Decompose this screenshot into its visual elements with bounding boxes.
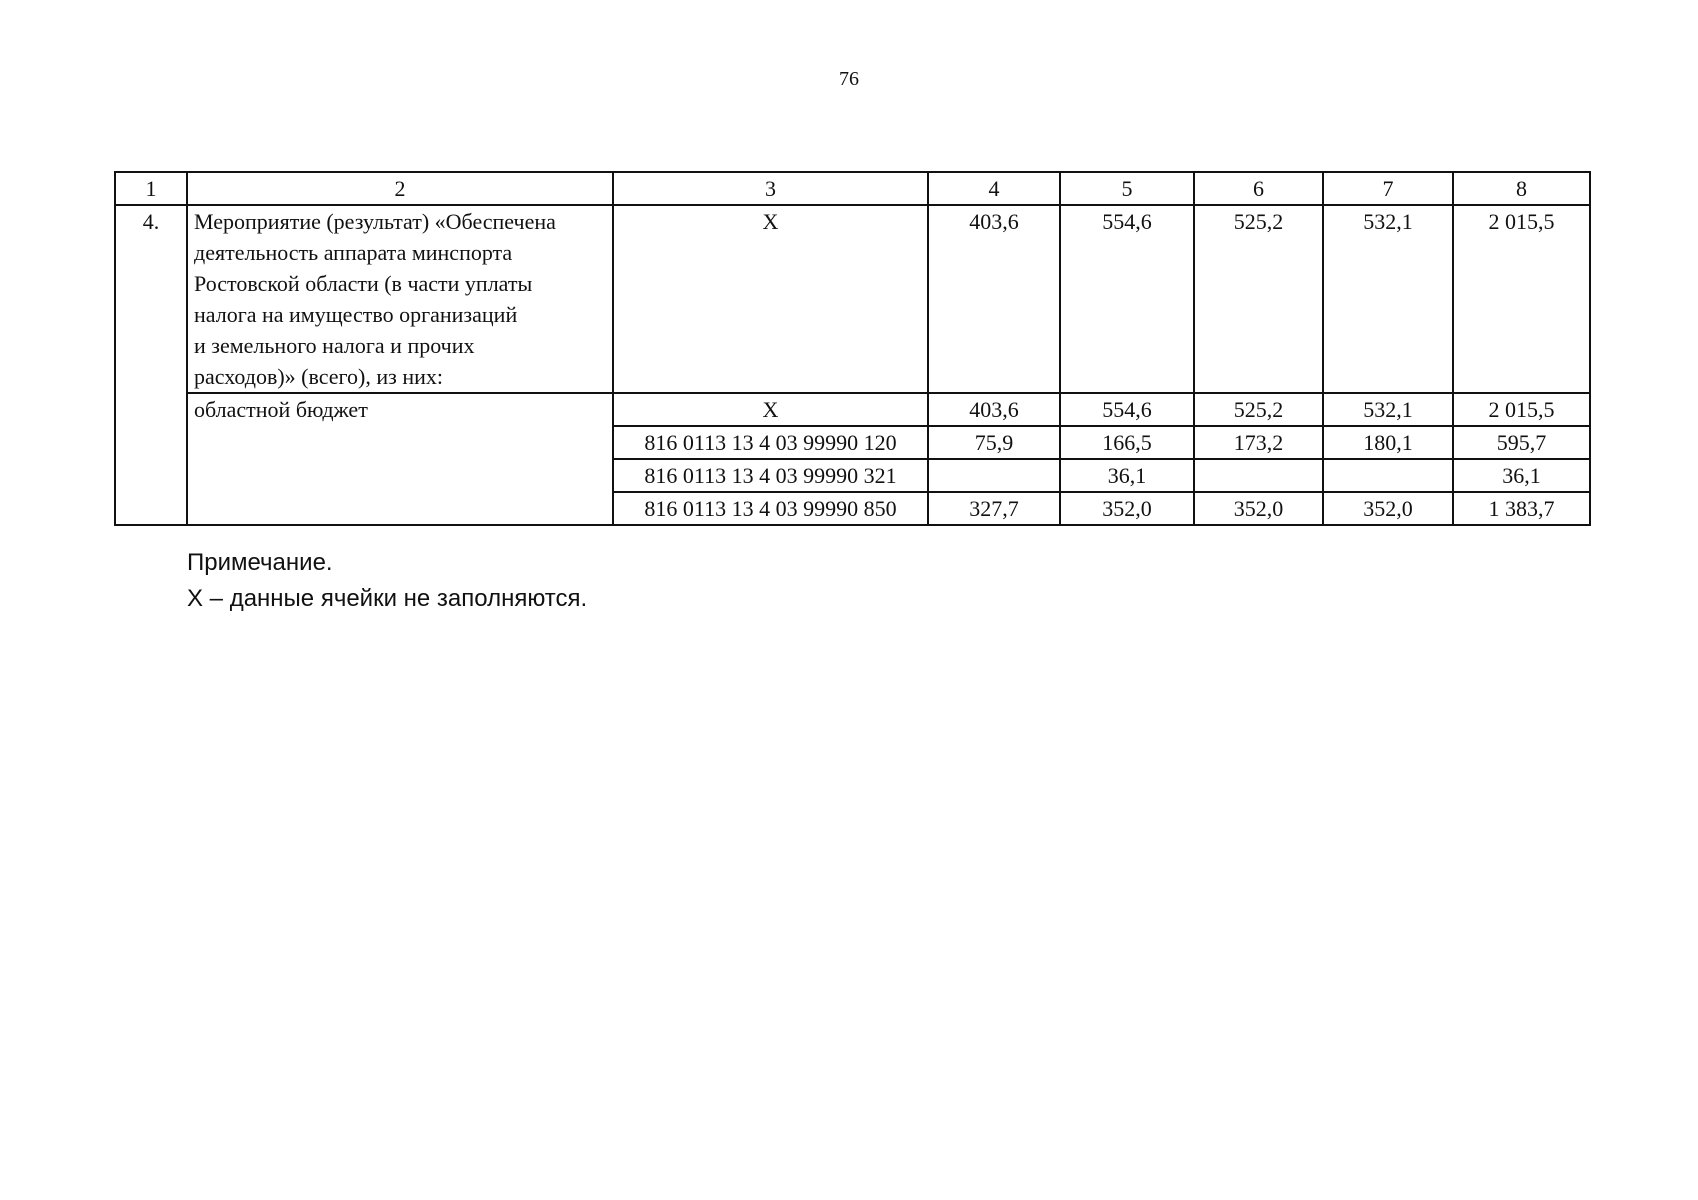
description-line: деятельность аппарата минспорта: [194, 240, 513, 265]
header-cell-5: 5: [1060, 172, 1194, 205]
header-cell-6: 6: [1194, 172, 1323, 205]
code-cell: 816 0113 13 4 03 99990 321: [613, 459, 928, 492]
value-cell-5: 166,5: [1060, 426, 1194, 459]
description-line: Ростовской области (в части уплаты: [194, 271, 533, 296]
value-cell-7: 532,1: [1323, 393, 1453, 426]
value-cell-5: 36,1: [1060, 459, 1194, 492]
header-cell-8: 8: [1453, 172, 1590, 205]
measure-description-cell: [187, 205, 613, 393]
value-cell-4: 327,7: [928, 492, 1060, 525]
budget-table: [114, 171, 1591, 526]
value-cell-6: 173,2: [1194, 426, 1323, 459]
header-cell-4: 4: [928, 172, 1060, 205]
note-block: [187, 545, 587, 617]
value-cell-4: 403,6: [928, 393, 1060, 426]
value-cell-6: 525,2: [1194, 393, 1323, 426]
value-cell-6: 525,2: [1194, 205, 1323, 393]
value-cell-6: [1194, 459, 1323, 492]
header-cell-3: 3: [613, 172, 928, 205]
value-cell-4: 75,9: [928, 426, 1060, 459]
table-row-main: [115, 205, 1590, 393]
value-cell-5: 554,6: [1060, 393, 1194, 426]
note-text: X – данные ячейки не заполняются.: [187, 585, 588, 612]
value-cell-8: 2 015,5: [1453, 393, 1590, 426]
code-cell: X: [613, 205, 928, 393]
description-line: Мероприятие (результат) «Обеспечена: [194, 209, 556, 234]
description-line: налога на имущество организаций: [194, 302, 518, 327]
header-cell-7: 7: [1323, 172, 1453, 205]
row-number-cell: 4.: [115, 205, 187, 525]
value-cell-7: [1323, 459, 1453, 492]
value-cell-7: 352,0: [1323, 492, 1453, 525]
value-cell-8: 595,7: [1453, 426, 1590, 459]
code-cell: X: [613, 393, 928, 426]
description-line: и земельного налога и прочих: [194, 333, 475, 358]
note-title: Примечание.: [187, 549, 333, 576]
page-number: 76: [839, 68, 859, 90]
table-header-row: [115, 172, 1590, 205]
header-cell-1: 1: [115, 172, 187, 205]
header-cell-2: 2: [187, 172, 613, 205]
budget-label-cell: областной бюджет: [187, 393, 613, 525]
table-row-budget-total: [115, 393, 1590, 426]
value-cell-5: 554,6: [1060, 205, 1194, 393]
value-cell-8: 36,1: [1453, 459, 1590, 492]
value-cell-4: 403,6: [928, 205, 1060, 393]
code-cell: 816 0113 13 4 03 99990 120: [613, 426, 928, 459]
value-cell-5: 352,0: [1060, 492, 1194, 525]
value-cell-4: [928, 459, 1060, 492]
description-line: расходов)» (всего), из них:: [194, 364, 443, 389]
value-cell-7: 180,1: [1323, 426, 1453, 459]
value-cell-7: 532,1: [1323, 205, 1453, 393]
value-cell-6: 352,0: [1194, 492, 1323, 525]
value-cell-8: 1 383,7: [1453, 492, 1590, 525]
code-cell: 816 0113 13 4 03 99990 850: [613, 492, 928, 525]
value-cell-8: 2 015,5: [1453, 205, 1590, 393]
